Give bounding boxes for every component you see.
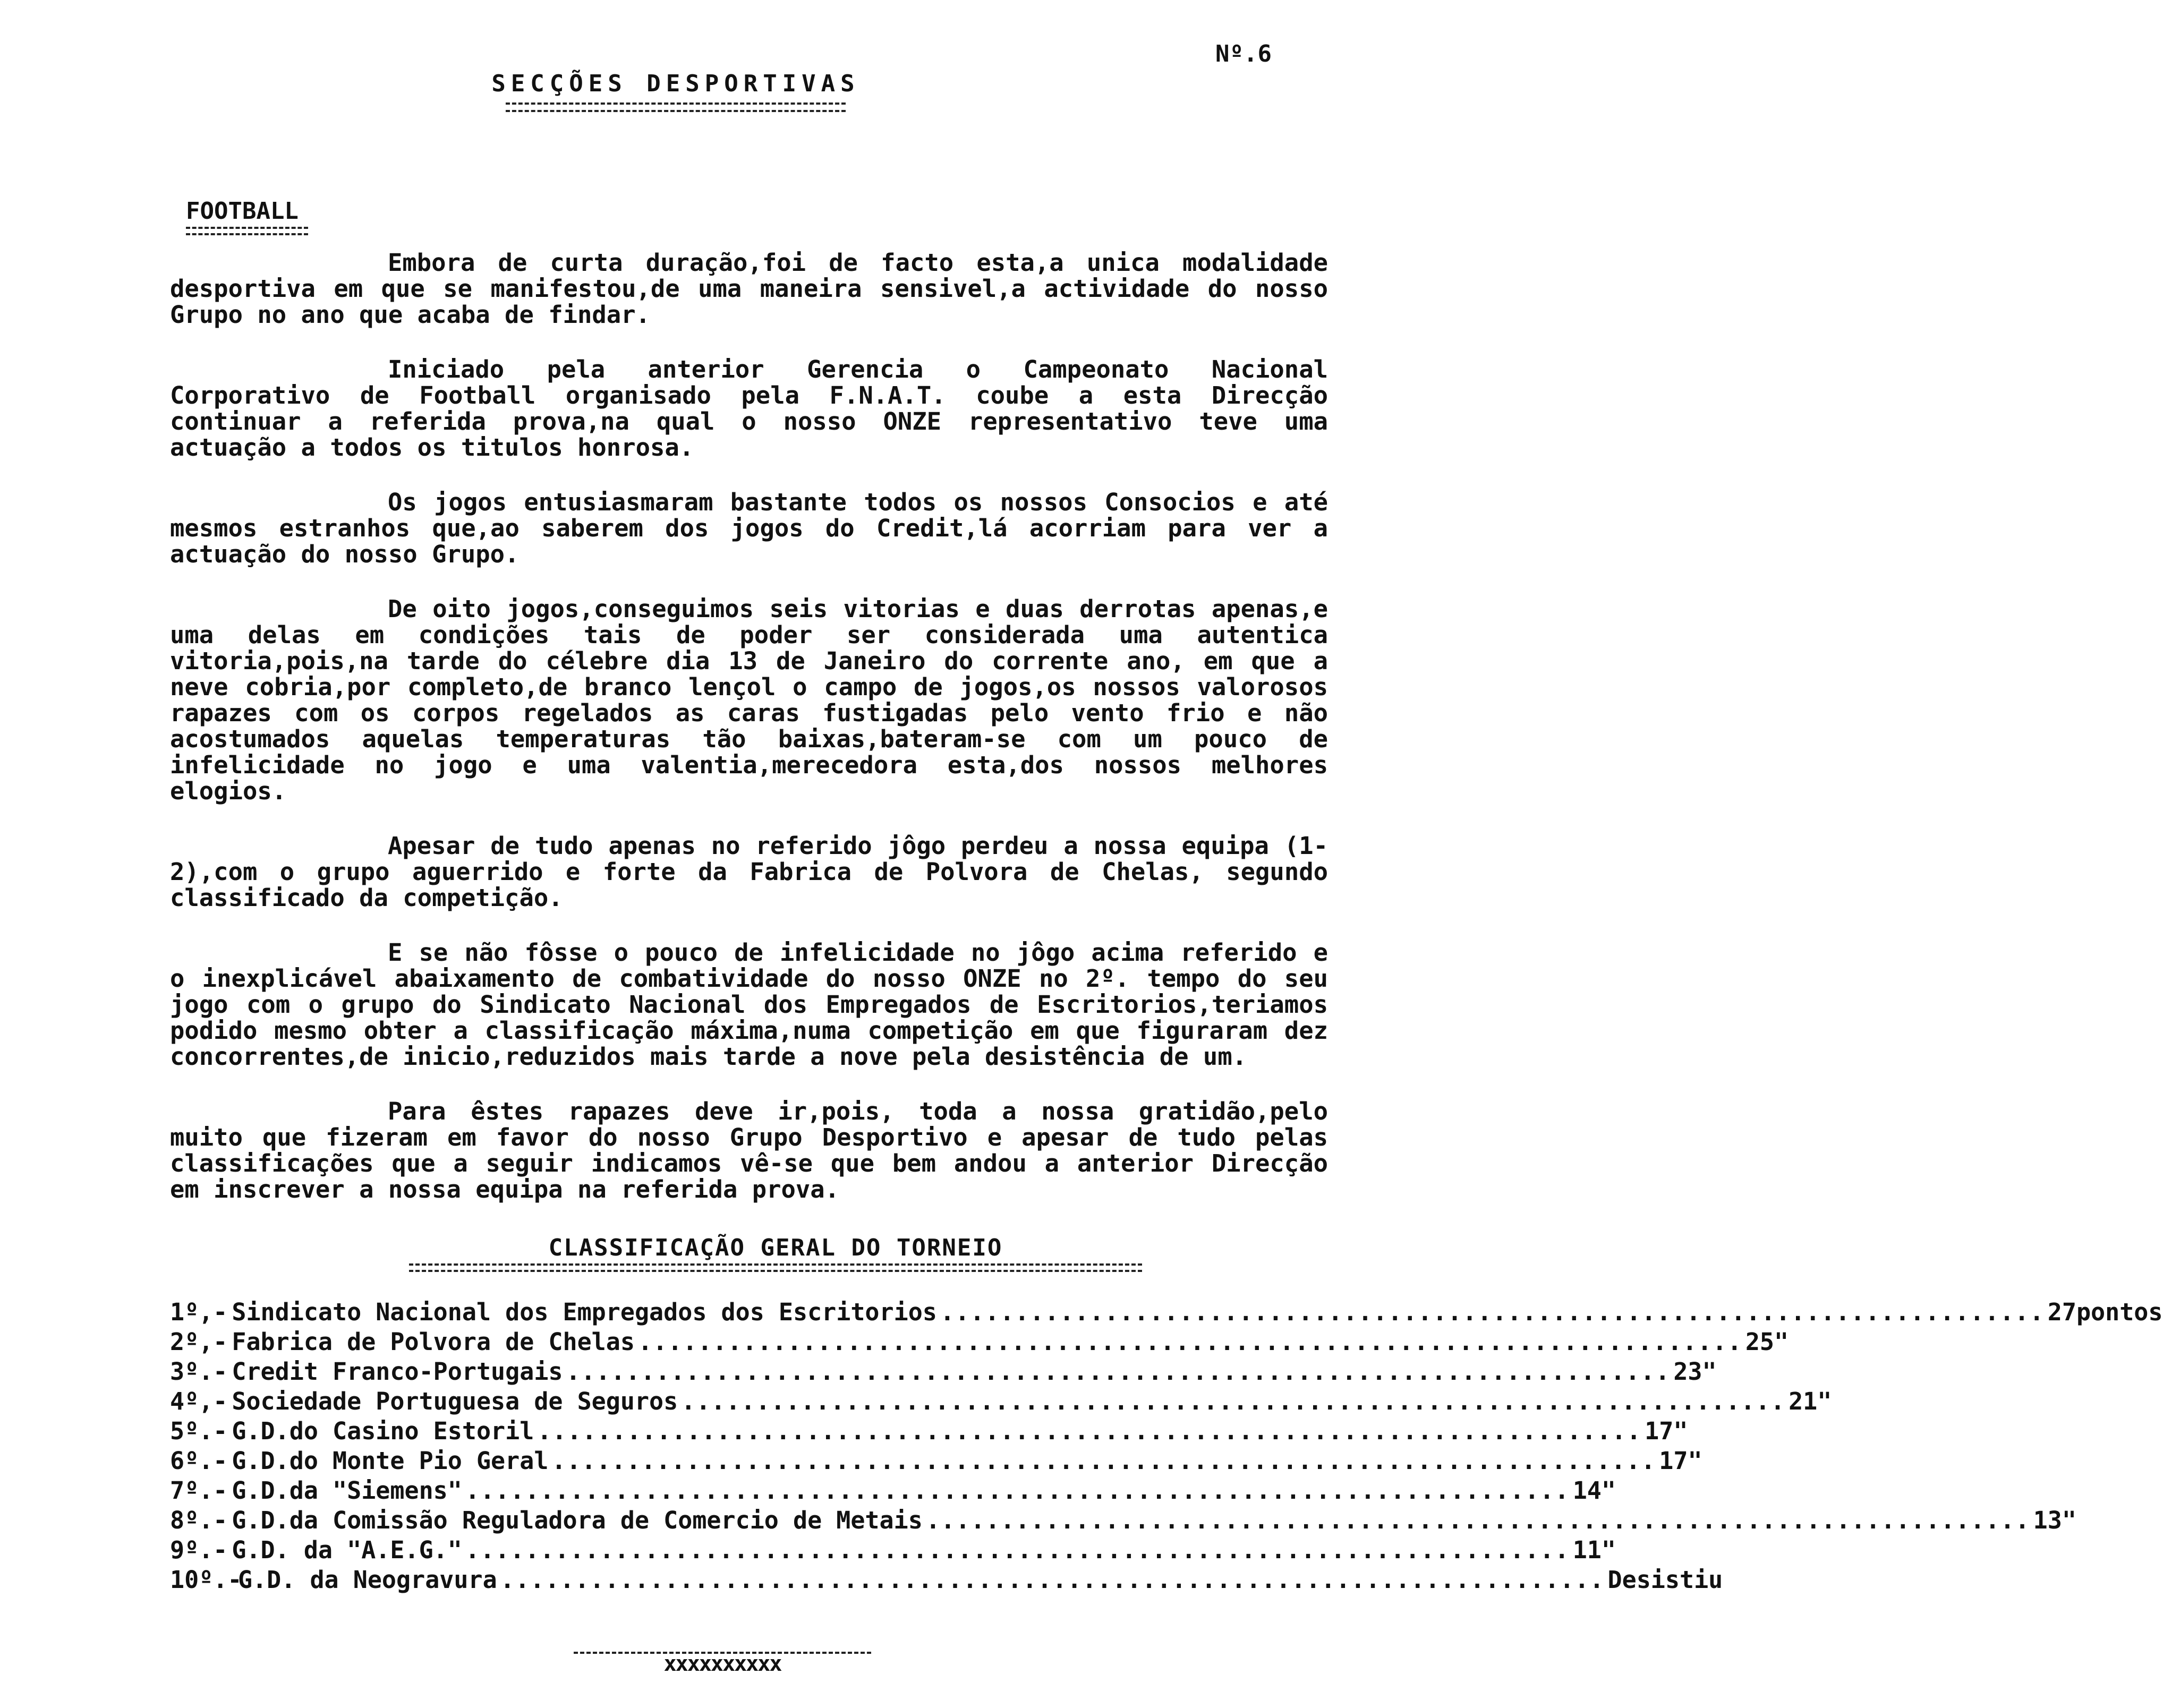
- row-unit: pontos: [2076, 1298, 2163, 1326]
- title-underline: [506, 103, 846, 112]
- row-unit: ": [1702, 1357, 1717, 1386]
- classification-row: [170, 1535, 1616, 1565]
- paragraph: De oito jogos,conseguimos seis vitorias e duas derrotas apenas,e uma delas em condições tais de poder ser considerada uma autentica vitoria,pois,na tarde do célebre dia 13 de Janeiro do corrente ano, em que a neve cobria,por completo,de branco lençol o campo de jogos,os nossos valorosos rapazes com os corpos regelados as caras fustigadas pelo vento frio e não acostumados aquelas temperaturas tão baixas,bateram-se com um pouco de infelicidade no jogo e uma valentia,merecedora esta,dos nossos melhores elogios.: [170, 595, 1328, 805]
- row-team: G.D. da Neogravura: [238, 1566, 497, 1594]
- classification-heading-text: CLASSIFICAÇÃO GERAL DO TORNEIO: [548, 1234, 1003, 1261]
- row-team: Fabrica de Polvora de Chelas: [232, 1328, 635, 1356]
- row-points: 14: [1572, 1476, 1602, 1505]
- row-unit: ": [1688, 1447, 1702, 1475]
- paragraph: Apesar de tudo apenas no referido jôgo perdeu a nossa equipa (1-2),com o grupo aguerrido e forte da Fabrica de Polvora de Chelas, segundo classificado da competição.: [170, 832, 1328, 912]
- row-leader-dots: ..........................................................................: [500, 1566, 1605, 1594]
- row-unit: ": [1673, 1417, 1688, 1445]
- body-text: [170, 249, 2163, 1595]
- row-leader-dots: ..........................................................................: [637, 1328, 1742, 1356]
- row-unit: ": [2062, 1506, 2076, 1534]
- row-leader-dots: ..........................................................................: [925, 1506, 2030, 1534]
- row-team: G.D.do Casino Estoril: [232, 1417, 534, 1445]
- row-points: 11: [1572, 1536, 1602, 1564]
- row-position: 3º.-: [170, 1357, 228, 1386]
- row-position: 2º,-: [170, 1328, 228, 1356]
- row-team: Sindicato Nacional dos Empregados dos Escritorios: [232, 1298, 937, 1326]
- page-number: Nº.6: [1215, 40, 1272, 67]
- classification-row: [170, 1327, 1789, 1357]
- row-points: Desistiu: [1607, 1566, 1723, 1594]
- row-leader-dots: ..........................................................................: [551, 1447, 1656, 1475]
- row-points: 27: [2047, 1298, 2076, 1326]
- row-leader-dots: ..........................................................................: [537, 1417, 1642, 1445]
- section-heading-underline: [186, 227, 308, 235]
- row-position: 9º.-: [170, 1536, 228, 1564]
- row-team: G.D.do Monte Pio Geral: [232, 1447, 549, 1475]
- classification-heading: [223, 1234, 1328, 1272]
- classification-row: [170, 1565, 1723, 1595]
- classification-row: [170, 1297, 2163, 1327]
- row-points: 13: [2033, 1506, 2062, 1534]
- row-team: G.D. da "A.E.G.": [232, 1536, 462, 1564]
- row-position: 5º.-: [170, 1417, 228, 1445]
- classification-row: [170, 1416, 1688, 1446]
- row-points: 17: [1645, 1417, 1674, 1445]
- row-unit: ": [1601, 1536, 1616, 1564]
- row-position: 4º,-: [170, 1387, 228, 1415]
- row-position: 1º,-: [170, 1298, 228, 1326]
- paragraph: Embora de curta duração,foi de facto esta,a unica modalidade desportiva em que se manifestou,de uma maneira sensivel,a actividade do nosso Grupo no ano que acaba de findar.: [170, 249, 1328, 329]
- page-title: SECÇÕES DESPORTIVAS: [491, 70, 860, 97]
- row-leader-dots: ..........................................................................: [465, 1536, 1570, 1564]
- row-position: 8º.-: [170, 1506, 228, 1534]
- classification-row: [170, 1387, 1832, 1416]
- footer-mark: [574, 1652, 871, 1676]
- row-points: 21: [1789, 1387, 1818, 1415]
- row-leader-dots: ..........................................................................: [566, 1357, 1671, 1386]
- row-unit: ": [1817, 1387, 1832, 1415]
- classification-row: [170, 1357, 1717, 1387]
- row-leader-dots: ..........................................................................: [940, 1298, 2045, 1326]
- classification-heading-underline: [409, 1263, 1142, 1272]
- classification-list: [170, 1297, 2163, 1595]
- row-team: Sociedade Portuguesa de Seguros: [232, 1387, 678, 1415]
- classification-row: [170, 1446, 1702, 1476]
- section-heading: [186, 198, 308, 235]
- classification-row: [170, 1476, 1616, 1506]
- row-leader-dots: ..........................................................................: [681, 1387, 1786, 1415]
- classification-row: [170, 1506, 2076, 1535]
- row-points: 25: [1745, 1328, 1774, 1356]
- row-position: 6º.-: [170, 1447, 228, 1475]
- row-position: 7º.-: [170, 1476, 228, 1505]
- paragraph: Para êstes rapazes deve ir,pois, toda a nossa gratidão,pelo muito que fizeram em favor do nosso Grupo Desportivo e apesar de tudo pelas classificações que a seguir indicamos vê-se que bem andou a anterior Direcção em inscrever a nossa equipa na referida prova.: [170, 1097, 1328, 1203]
- row-points: 23: [1673, 1357, 1702, 1386]
- row-unit: ": [1601, 1476, 1616, 1505]
- row-leader-dots: ..........................................................................: [465, 1476, 1570, 1505]
- section-heading-text: FOOTBALL: [186, 198, 299, 225]
- row-team: G.D.da "Siemens": [232, 1476, 462, 1505]
- footer-x-line: xxxxxxxxxx: [663, 1652, 781, 1676]
- row-team: G.D.da Comissão Reguladora de Comercio de Metais: [232, 1506, 923, 1534]
- title-block: [0, 70, 1351, 112]
- paragraph: Os jogos entusiasmaram bastante todos os nossos Consocios e até mesmos estranhos que,ao saberem dos jogos do Credit,lá acorriam para ver a actuação do nosso Grupo.: [170, 488, 1328, 568]
- row-team: Credit Franco-Portugais: [232, 1357, 563, 1386]
- row-points: 17: [1659, 1447, 1688, 1475]
- paragraph: E se não fôsse o pouco de infelicidade no jôgo acima referido e o inexplicável abaixamento de combatividade do nosso ONZE no 2º. tempo do seu jogo com o grupo do Sindicato Nacional dos Empregados de Escritorios,teriamos podido mesmo obter a classificação máxima,numa competição em que figuraram dez concorrentes,de inicio,reduzidos mais tarde a nove pela desistência de um.: [170, 938, 1328, 1071]
- row-position: 10º.-: [170, 1566, 242, 1594]
- paragraph: Iniciado pela anterior Gerencia o Campeonato Nacional Corporativo de Football organisado pela F.N.A.T. coube a esta Direcção continuar a referida prova,na qual o nosso ONZE representativo teve uma actuação a todos os titulos honrosa.: [170, 355, 1328, 462]
- row-unit: ": [1774, 1328, 1789, 1356]
